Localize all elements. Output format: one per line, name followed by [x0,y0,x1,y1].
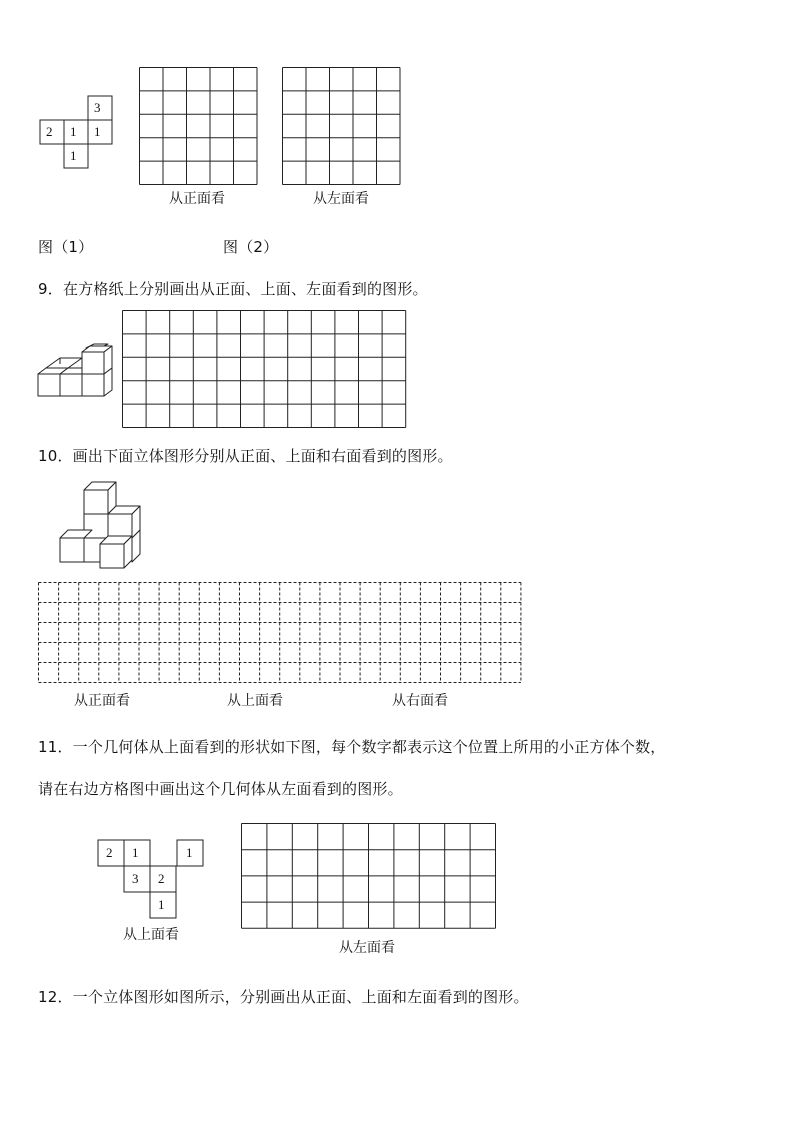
answer-grid-front [139,67,257,185]
number-cell: 1 [94,124,101,139]
number-cell: 2 [46,124,53,139]
number-cell: 1 [158,897,165,912]
figure-label: 图（2） [223,238,279,256]
answer-grid-q9 [122,310,407,428]
number-cell: 1 [186,845,193,860]
grid-caption: 从左面看 [313,191,369,207]
grid-caption-left: 从左面看 [339,940,395,956]
number-cell: 3 [132,871,139,886]
number-cell: 1 [132,845,139,860]
number-cell: 2 [106,845,113,860]
grid-caption-front: 从正面看 [74,693,130,709]
figure-label: 图（1） [38,238,94,256]
number-cell: 1 [70,148,77,163]
question-11-line2: 请在右边方格图中画出这个几何体从左面看到的图形。 [38,780,403,798]
cube-stack-figure [36,344,116,400]
question-11-line1: 11．一个几何体从上面看到的形状如下图，每个数字都表示这个位置上所用的小正方体个数， [38,738,666,756]
number-cell: 2 [158,871,165,886]
question-9-text: 9．在方格纸上分别画出从正面、上面、左面看到的图形。 [38,280,428,298]
grid-caption-right: 从右面看 [392,693,448,709]
grid-caption-top: 从上面看 [227,693,283,709]
figure-caption-top: 从上面看 [123,927,179,943]
cube-structure-figure [58,480,148,572]
answer-grid-q11 [241,823,497,929]
grid-caption: 从正面看 [169,191,225,207]
answer-grid-left [282,67,400,185]
answer-grid-q10 [38,582,522,683]
question-10-text: 10．画出下面立体图形分别从正面、上面和右面看到的图形。 [38,447,453,465]
question-12-text: 12．一个立体图形如图所示，分别画出从正面、上面和左面看到的图形。 [38,988,529,1006]
number-cell: 3 [94,100,101,115]
number-cell: 1 [70,124,77,139]
